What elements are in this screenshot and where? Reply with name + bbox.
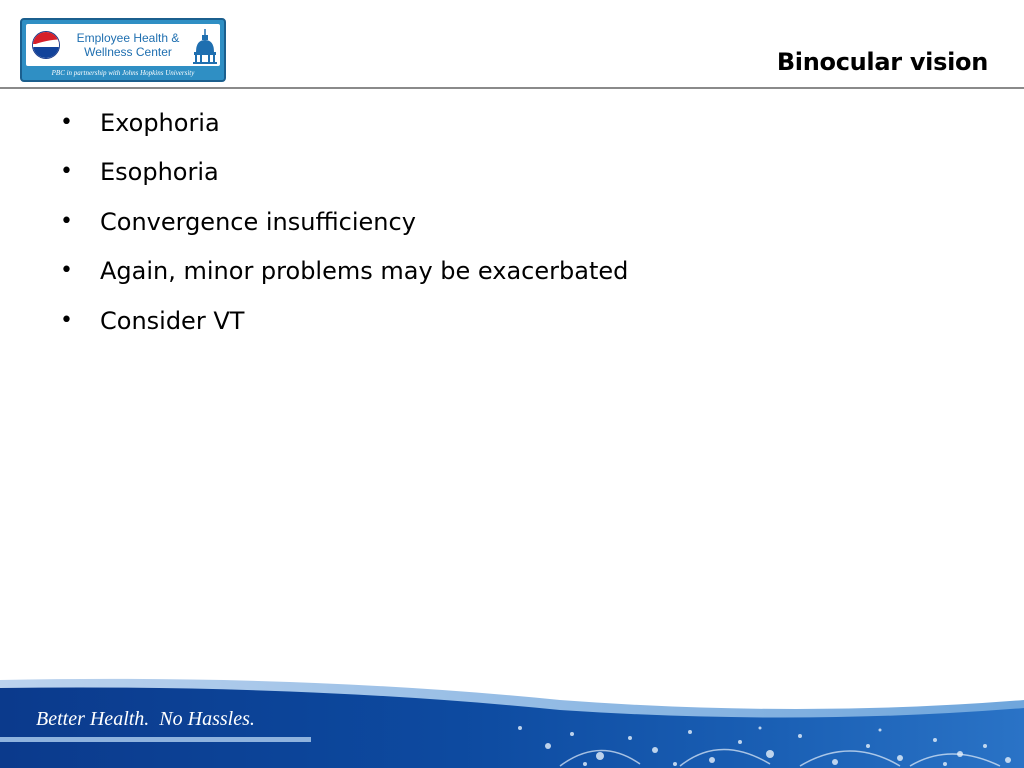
bullet-dot: • bbox=[60, 159, 73, 185]
bullet-item bbox=[60, 306, 628, 355]
pepsi-globe-icon bbox=[32, 31, 60, 59]
logo-text-line1: Employee Health & bbox=[76, 31, 180, 45]
dome-icon bbox=[192, 28, 218, 64]
footer-accent-bar bbox=[0, 737, 311, 742]
footer-banner bbox=[0, 676, 1024, 768]
employee-health-logo bbox=[20, 18, 226, 82]
bullet-dot: • bbox=[60, 208, 73, 234]
bullet-item bbox=[60, 256, 628, 305]
bullet-list bbox=[60, 108, 628, 355]
bullet-item bbox=[60, 108, 628, 157]
bullet-item bbox=[60, 157, 628, 206]
bullet-dot: • bbox=[60, 110, 73, 135]
title-divider bbox=[0, 87, 1024, 89]
logo-text-line2: Wellness Center bbox=[84, 45, 172, 59]
bullet-text: Exophoria bbox=[100, 109, 220, 137]
bullet-text: Esophoria bbox=[100, 158, 219, 187]
logo-tagline: PBC in partnership with Johns Hopkins University bbox=[51, 69, 195, 77]
bullet-text: Consider VT bbox=[100, 306, 245, 335]
bullet-item bbox=[60, 207, 628, 256]
bullet-text: Again, minor problems may be exacerbated bbox=[100, 257, 629, 286]
slide-title: Binocular vision bbox=[776, 48, 988, 76]
bullet-dot: • bbox=[60, 307, 73, 333]
bullet-dot: • bbox=[60, 258, 73, 284]
logo-panel bbox=[26, 24, 220, 66]
footer-slogan: Better Health. No Hassles. bbox=[36, 708, 255, 730]
bullet-text: Convergence insufficiency bbox=[100, 207, 416, 236]
